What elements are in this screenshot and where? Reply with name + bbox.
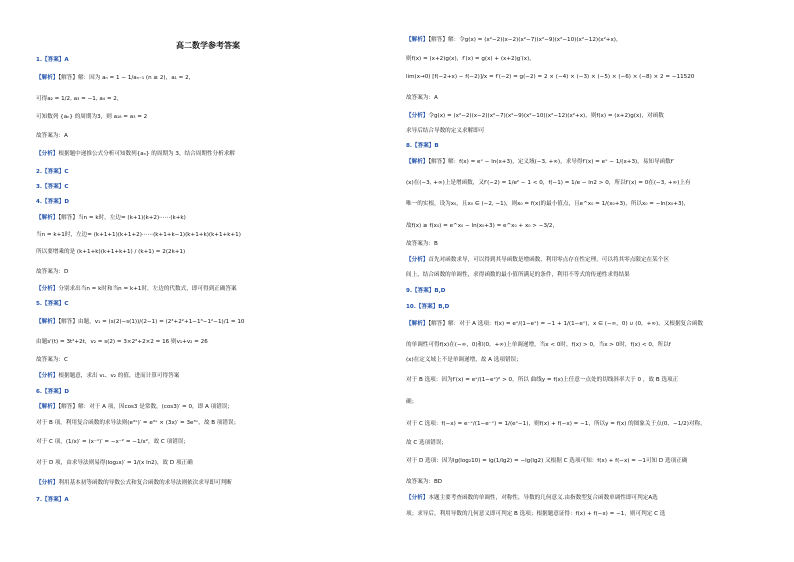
text-line [406, 305, 449, 311]
line-text: 确； [406, 399, 418, 405]
text-line [406, 144, 439, 150]
text-line [406, 114, 664, 120]
answer-label: 2.【答案】C [36, 169, 69, 175]
text-line [36, 498, 69, 504]
section-tag: 【解析】 [406, 37, 429, 43]
text-line [36, 461, 193, 467]
answer-label: 3.【答案】C [36, 184, 69, 190]
text-line [406, 459, 687, 465]
text-line [36, 320, 245, 326]
line-text: 唯一的实根，设为x₀，且x₀ ∈ (−2, −1)，则x₀ = f(x)的最小值点，且e^x₀ = 1/(x₀+3)，所以x₀ = −ln(x₀+3)， [406, 201, 690, 207]
text-line [406, 400, 417, 406]
page-title: 高二数学参考答案 [176, 41, 240, 50]
answer-label: 10.【答案】B,D [406, 304, 450, 310]
text-line [36, 97, 122, 103]
line-text: 利用基本初等函数的导数公式和复合函数的求导法则依次求导即可判断 [58, 480, 232, 486]
line-text: 故f(x) ≥ f(x₀) = e^x₀ − ln(x₀+3) = e^x₀ + x₀ > −3/2， [406, 223, 559, 229]
text-line [406, 441, 447, 447]
text-line [36, 440, 189, 446]
text-line [36, 405, 233, 411]
text-line [406, 378, 678, 384]
text-line [406, 258, 669, 264]
line-text: 间上，结合函数的单调性，求得函数的最小值所满足的条件，利用不等式的传递性求得结果 [406, 272, 630, 278]
line-text: 【解答】解：令g(x) = (x²−2)(x−2)(x²−7)(x²−9)(x²−10)(x²−12)(x²+x)， [428, 37, 622, 43]
line-text: 【解答】解：对于 A 项，因cos3 是常数，(cos3)′ = 0，即 A 项错误； [58, 404, 233, 410]
line-text: (x)在(−3, +∞)上是增函数，又f′(−2) = 1/e² − 1 < 0，f(−1) = 1/e − ln2 > 0，所以f′(x) = 0在(−3, +∞)上有 [406, 180, 691, 186]
line-text: 【解答】当n = k时，左边= (k+1)(k+2)⋯⋯(k+k) [58, 215, 186, 221]
section-tag: 【解析】 [406, 321, 429, 327]
text-line [36, 134, 68, 140]
text-line [36, 115, 147, 121]
text-line [406, 160, 674, 166]
line-text: 【解答】由题，v₁ = (s(2)−s(1))/(2−1) = (2³+2²+1−1³−1²−1)/1 = 10 [58, 319, 245, 325]
section-tag: 【分析】 [36, 286, 59, 292]
line-text: (x)在定义域上不是单调递增，故 A 选项错误； [406, 357, 522, 363]
line-text: 首先对函数求导，可以得到其导函数是增函数，利用零点存在性定理，可以将其零点限定在某个区 [428, 257, 669, 263]
text-line [36, 481, 232, 487]
line-text: 本题主要考查函数的单调性，对称性，导数的几何意义.由指数型复合函数单调性即可判定A选 [428, 495, 658, 501]
section-tag: 【分析】 [406, 495, 429, 501]
line-text: 【解答】解：f(x) = eˣ − ln(x+3)，定义域(−3, +∞)，求导得f′(x) = eˣ − 1/(x+3)，易知导函数f′ [428, 159, 674, 165]
line-text: 故答案为：D [36, 269, 69, 275]
section-tag: 【解析】 [36, 319, 59, 325]
section-tag: 【分析】 [406, 257, 429, 263]
line-text: 对于 C 选项：f(−x) = e⁻ˣ/(1−e⁻ˣ) = 1/(eˣ−1)，则f(x) + f(−x) = −1，所以y = f(x) 的图象关于点(0，−1/2)对称， [406, 421, 706, 427]
section-tag: 【解析】 [36, 215, 59, 221]
line-text: 求导后结合导数的定义求解即可 [406, 128, 485, 134]
text-line [406, 202, 689, 208]
text-line [406, 242, 438, 248]
section-tag: 【分析】 [36, 480, 59, 486]
section-tag: 【解析】 [36, 75, 59, 81]
text-line [406, 75, 694, 81]
text-line [36, 185, 69, 191]
line-text: 故答案为：A [36, 133, 68, 139]
text-line [36, 250, 185, 256]
line-text: 的单调性可得f(x)在(−∞，0)和(0，+∞)上单调递增，当x < 0时，f(x) > 0，当x > 0时，f(x) < 0，所以f [406, 342, 671, 348]
text-line [406, 289, 445, 295]
answer-label: 7.【答案】A [36, 497, 69, 503]
answer-label: 9.【答案】B,D [406, 288, 446, 294]
section-tag: 【分析】 [406, 113, 429, 119]
line-text: 【解答】解：对于 A 选项：f(x) = eˣ/(1−eˣ) = −1 + 1/(1−eˣ)，x ∈ (−∞，0) ∪ (0，+∞)，又根据复合函数 [428, 321, 703, 327]
text-line [406, 38, 622, 44]
text-line [36, 358, 68, 364]
text-line [36, 200, 69, 206]
line-text: lim(x→0) [f(−2+x) − f(−2)]/x = f′(−2) = g(−2) = 2 × (−4) × (−3) × (−5) × (−6) × (−8) × 2 = −11520 [406, 74, 695, 80]
line-text: 分别求出当n = k时和当n = k+1时，左边的代数式，即可得到正确答案 [58, 286, 237, 292]
answer-label: 8.【答案】B [406, 143, 439, 149]
answer-label: 6.【答案】D [36, 389, 70, 395]
text-line [406, 480, 442, 486]
text-line [406, 224, 558, 230]
text-line [406, 358, 522, 364]
section-tag: 【分析】 [36, 373, 59, 379]
text-line [406, 496, 658, 502]
text-line [406, 322, 703, 328]
text-line [36, 76, 194, 82]
line-text: 故答案为：B [406, 241, 438, 247]
text-line [36, 233, 241, 239]
text-line [36, 374, 179, 380]
line-text: 根据题中递推公式分析可知数列{aₙ} 的周期为 3，结合周期性分析求解 [58, 151, 235, 157]
line-text: 则f(x) = (x+2)g(x)，f′(x) = g(x) + (x+2)g′(x)， [406, 56, 535, 62]
section-tag: 【解析】 [36, 404, 59, 410]
line-text: 根据题意，求出 v₁、v₂ 的值，进而计算可得答案 [58, 373, 180, 379]
text-line [406, 273, 630, 279]
text-line [406, 129, 484, 135]
answer-label: 4.【答案】D [36, 199, 70, 205]
line-text: 故答案为：C [36, 357, 68, 363]
text-line [406, 422, 706, 428]
answer-label: 1.【答案】A [36, 57, 69, 63]
line-text: 对于 D 选项：因为lg(log₂10) = lg(1/lg2) = −lg(lg2) 又根据 C 选项可知：f(x) + f(−x) = −1可知 D 选项正确 [406, 458, 688, 464]
text-line [406, 181, 691, 187]
line-text: 对于 D 项，由求导法则易得(log₂x)′ = 1/(x ln2)，故 D 项正确 [36, 460, 193, 466]
section-tag: 【分析】 [36, 151, 59, 157]
text-line [36, 390, 69, 396]
line-text: 【解答】解：因为 aₙ = 1 − 1/aₙ₋₁ (n ≥ 2)，a₁ = 2， [58, 75, 195, 81]
text-line [36, 58, 69, 64]
line-text: 对于 C 项，(1/x)′ = (x⁻¹)′ = −x⁻² = −1/x²，故 C 项错误； [36, 439, 189, 445]
line-text: 项；求导后，利用导数的几何意义即可判定 B 选项；根据题意证得：f(x) + f(−x) = −1，则可判定 C 选 [406, 511, 666, 517]
line-text: 由题s'(t) = 3t²+2t，v₂ = s(2) = 3×2²+2×2 = 16 则v₁+v₂ = 26 [36, 339, 208, 345]
line-text: 故 C 选项错误； [406, 440, 448, 446]
section-tag: 【解析】 [406, 159, 429, 165]
text-line [36, 152, 235, 158]
text-line [36, 216, 186, 222]
line-text: 故答案为：BD [406, 479, 443, 485]
text-line [406, 512, 665, 518]
text-line [36, 270, 68, 276]
text-line [36, 340, 208, 346]
text-line [36, 170, 69, 176]
text-line [406, 57, 535, 63]
line-text: 所以要增乘的是 (k+1+k)(k+1+k+1) / (k+1) = 2(2k+1) [36, 249, 186, 255]
text-line [36, 421, 239, 427]
line-text: 对于 B 选项：因为f′(x) = eˣ/(1−eˣ)² > 0，所以 曲线y = f(x)上任意一点处的切线斜率大于 0 ，故 B 选项正 [406, 377, 679, 383]
line-text: 可得a₂ = 1/2, a₃ = −1, a₄ = 2， [36, 96, 123, 102]
line-text: 令g(x) = (x²−2)(x−2)(x²−7)(x²−9)(x²−10)(x²−12)(x²+x)，则f(x) = (x+2)g(x)，对函数 [428, 113, 664, 119]
line-text: 故答案为：A [406, 95, 438, 101]
line-text: 可知数列 {aₙ} 的周期为3，则 a₁₈ = a₃ = 2 [36, 114, 148, 120]
answer-label: 5.【答案】C [36, 301, 69, 307]
text-line [406, 96, 438, 102]
text-line [36, 287, 237, 293]
line-text: 对于 B 项，利用复合函数的求导法则(e³ˣ)′ = e³ˣ × (3x)′ = 3e³ˣ，故 B 项错误； [36, 420, 240, 426]
line-text: 当n = k+1时，左边= (k+1+1)(k+1+2)⋯⋯(k+1+k−1)(k+1+k)(k+1+k+1) [36, 232, 241, 238]
text-line [36, 302, 69, 308]
text-line [406, 343, 671, 349]
